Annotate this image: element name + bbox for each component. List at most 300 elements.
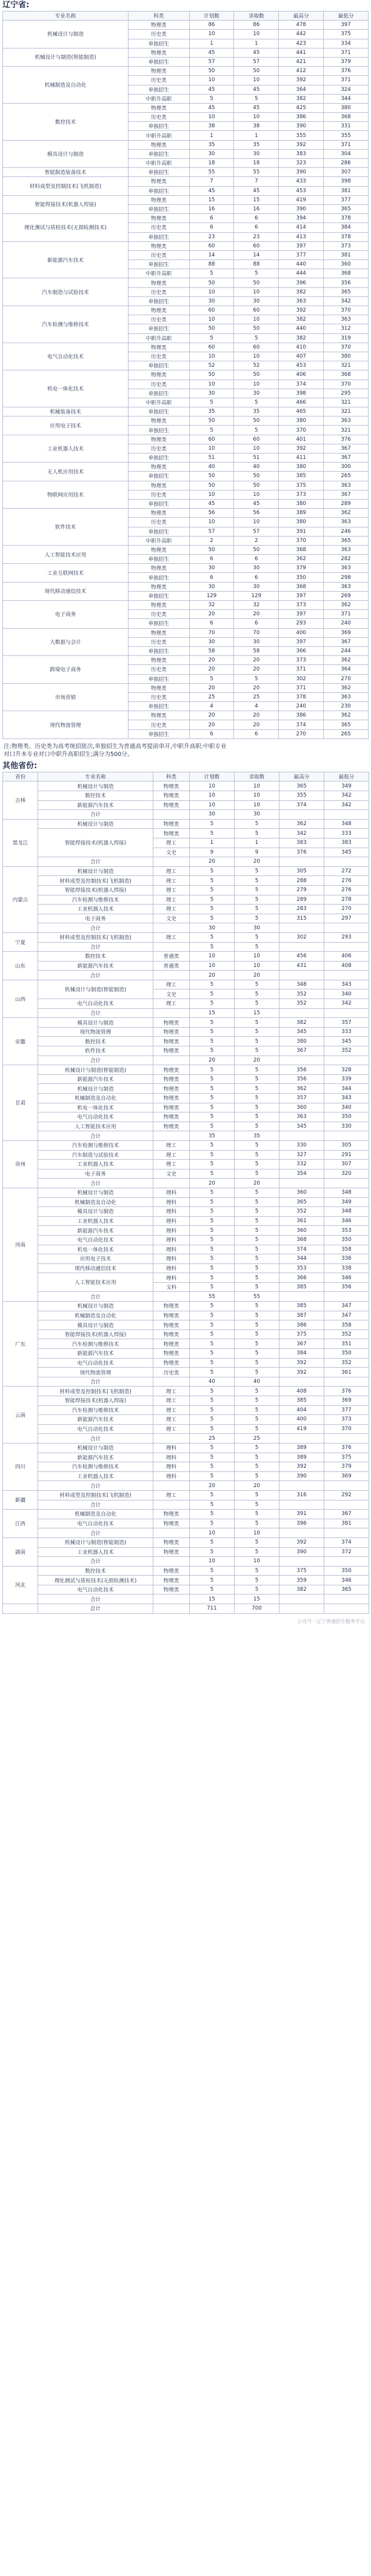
data-cell: 343	[324, 1094, 369, 1103]
data-cell: 理工	[153, 876, 190, 886]
data-cell: 372	[324, 1547, 369, 1557]
data-cell: 350	[279, 573, 324, 582]
major-name-cell: 材料成型及控制技术(飞机制造)	[38, 1387, 153, 1396]
major-name-cell: 智能制造装备技术	[3, 168, 129, 177]
data-cell: 20	[189, 656, 234, 665]
data-cell: 367	[279, 1046, 324, 1056]
data-cell: 20	[189, 683, 234, 692]
data-cell	[279, 1055, 324, 1065]
data-cell: 5	[235, 1263, 279, 1273]
data-cell: 383	[279, 149, 324, 158]
data-cell: 56	[234, 509, 279, 518]
province-cell: 贵州	[3, 1140, 38, 1188]
data-cell: 物理类	[153, 1084, 190, 1094]
data-cell: 理科	[153, 1443, 190, 1453]
data-cell: 386	[279, 711, 324, 720]
data-cell: 60	[234, 435, 279, 444]
data-cell: 348	[324, 819, 369, 829]
data-cell: 360	[324, 260, 369, 269]
table-row	[3, 1169, 369, 1179]
data-cell: 45	[234, 48, 279, 57]
major-name-cell: 工业机器人技术	[38, 1160, 153, 1169]
data-cell: 25	[235, 1434, 279, 1444]
data-cell	[153, 1131, 190, 1141]
data-cell: 330	[324, 1122, 369, 1131]
major-name-cell: 机电一体化技术	[38, 1103, 153, 1112]
data-cell: 物理类	[128, 545, 189, 554]
data-cell: 1	[189, 131, 234, 140]
data-cell: 16	[234, 204, 279, 213]
data-cell: 374	[279, 800, 324, 810]
data-cell: 316	[279, 1490, 324, 1500]
data-cell: 20	[189, 610, 234, 619]
data-cell: 440	[279, 260, 324, 269]
data-cell: 5	[235, 1122, 279, 1131]
table-row	[3, 1462, 369, 1472]
data-cell: 410	[279, 343, 324, 352]
data-cell: 378	[324, 232, 369, 241]
data-cell: 物理类	[153, 1519, 190, 1528]
table-row	[3, 1074, 369, 1084]
subtotal-label: 合计	[38, 1528, 153, 1538]
data-cell: 362	[324, 509, 369, 518]
data-cell: 5	[234, 674, 279, 683]
table-row	[3, 1576, 369, 1585]
data-cell: 392	[279, 306, 324, 315]
table-row	[3, 961, 369, 971]
data-cell: 374	[279, 380, 324, 389]
data-cell: 392	[279, 1462, 324, 1472]
data-cell: 401	[279, 435, 324, 444]
table-row	[3, 628, 369, 637]
table-row	[3, 1537, 369, 1547]
data-cell: 5	[190, 1405, 235, 1415]
data-cell: 389	[279, 1453, 324, 1462]
data-cell: 物理类	[153, 1576, 190, 1585]
data-cell: 396	[279, 1519, 324, 1528]
data-cell: 10	[189, 113, 234, 122]
data-cell	[153, 1557, 190, 1567]
data-cell: 20	[234, 665, 279, 674]
data-cell: 20	[190, 857, 235, 867]
data-cell: 368	[279, 582, 324, 591]
data-cell: 15	[190, 1008, 235, 1018]
data-cell: 700	[235, 1604, 279, 1614]
subtotal-row	[3, 1377, 369, 1387]
data-cell: 中职升高职	[128, 94, 189, 103]
data-cell: 5	[235, 1160, 279, 1169]
data-cell: 1	[235, 838, 279, 848]
data-cell	[324, 1292, 369, 1302]
data-cell: 370	[324, 343, 369, 352]
major-name-cell: 新能源汽车技术	[38, 1349, 153, 1359]
data-cell	[279, 971, 324, 980]
data-cell	[153, 923, 190, 933]
data-cell: 10	[190, 961, 235, 971]
data-cell: 373	[324, 1415, 369, 1425]
data-cell: 5	[235, 1396, 279, 1406]
data-cell: 444	[279, 269, 324, 278]
data-cell: 5	[190, 1424, 235, 1434]
major-name-cell: 机械设计与制造(智能制造)	[38, 1537, 153, 1547]
table-row	[3, 1245, 369, 1254]
data-cell: 397	[279, 610, 324, 619]
data-cell: 6	[189, 729, 234, 738]
data-cell: 5	[190, 1150, 235, 1160]
major-name-cell: 汽车检测与维修技术	[38, 1405, 153, 1415]
table-row	[3, 1519, 369, 1528]
data-cell: 普通类	[153, 952, 190, 962]
data-cell: 365	[324, 536, 369, 545]
data-cell: 5	[190, 932, 235, 942]
data-cell: 单独招生	[128, 324, 189, 333]
major-name-cell: 新能源汽车技术	[38, 961, 153, 971]
table-row	[3, 1405, 369, 1415]
data-cell: 单独招生	[128, 204, 189, 213]
data-cell: 373	[324, 241, 369, 250]
column-header: 省份	[3, 772, 38, 781]
data-cell: 历史类	[128, 490, 189, 499]
data-cell: 物理类	[153, 1547, 190, 1557]
data-cell: 物理类	[128, 564, 189, 573]
data-cell: 30	[234, 582, 279, 591]
data-cell: 45	[189, 186, 234, 195]
data-cell: 5	[190, 829, 235, 838]
data-cell: 352	[279, 1207, 324, 1217]
data-cell: 5	[190, 1216, 235, 1226]
table-row	[3, 140, 369, 149]
data-cell: 23	[234, 232, 279, 241]
data-cell: 364	[324, 665, 369, 674]
data-cell: 406	[279, 370, 324, 380]
data-cell	[324, 923, 369, 933]
data-cell: 5	[190, 1169, 235, 1179]
data-cell: 理工	[153, 866, 190, 876]
table-row	[3, 885, 369, 895]
data-cell: 1	[189, 39, 234, 48]
data-cell: 5	[235, 1065, 279, 1075]
data-cell: 353	[279, 1263, 324, 1273]
data-cell	[279, 1377, 324, 1387]
data-cell: 349	[324, 781, 369, 791]
major-name-cell: 新能源汽车技术	[38, 1415, 153, 1425]
data-cell: 363	[324, 417, 369, 426]
data-cell: 283	[279, 905, 324, 914]
data-cell: 5	[235, 1216, 279, 1226]
data-cell: 363	[324, 564, 369, 573]
data-cell: 380	[324, 103, 369, 112]
data-cell: 中职升高职	[128, 131, 189, 140]
data-cell: 物理类	[153, 1510, 190, 1519]
data-cell: 5	[190, 942, 235, 952]
data-cell: 物理类	[153, 1585, 190, 1594]
data-cell: 302	[279, 674, 324, 683]
data-cell: 30	[189, 296, 234, 306]
note-line-2: 对口升本专业对口中职升高职招生;满分为500分。	[4, 751, 133, 758]
data-cell: 5	[190, 1254, 235, 1264]
data-cell: 单独招生	[128, 149, 189, 158]
major-name-cell: 汽车检测与维修技术	[38, 1339, 153, 1349]
data-cell: 单独招生	[128, 39, 189, 48]
data-cell: 5	[189, 333, 234, 343]
province-cell: 内蒙古	[3, 866, 38, 932]
data-cell: 380	[279, 1037, 324, 1046]
table-row	[3, 435, 369, 444]
data-cell: 5	[235, 1547, 279, 1557]
data-cell: 390	[279, 204, 324, 213]
data-cell: 单独招生	[128, 729, 189, 738]
data-cell: 431	[279, 961, 324, 971]
data-cell: 5	[190, 1443, 235, 1453]
data-cell: 298	[324, 573, 369, 582]
major-name-cell: 电气自动化技术	[38, 1424, 153, 1434]
data-cell: 5	[235, 1027, 279, 1037]
data-cell	[324, 1008, 369, 1018]
subtotal-label: 合计	[38, 1377, 153, 1387]
data-cell: 5	[235, 999, 279, 1009]
data-cell: 50	[189, 370, 234, 380]
data-cell: 5	[190, 1065, 235, 1075]
data-cell: 390	[279, 122, 324, 131]
table-row	[3, 866, 369, 876]
data-cell: 359	[279, 1576, 324, 1585]
data-cell: 5	[190, 1018, 235, 1028]
table-row	[3, 481, 369, 490]
data-cell: 10	[190, 791, 235, 801]
data-cell	[324, 1179, 369, 1188]
data-cell: 362	[324, 683, 369, 692]
data-cell: 265	[324, 729, 369, 738]
data-cell: 物理类	[153, 1112, 190, 1122]
data-cell: 10	[234, 30, 279, 39]
data-cell: 理工	[153, 999, 190, 1009]
data-cell: 5	[235, 1519, 279, 1528]
data-cell: 397	[324, 21, 369, 30]
table-row	[3, 103, 369, 112]
data-cell: 文史	[153, 914, 190, 923]
table-row	[3, 463, 369, 472]
data-cell: 10	[235, 952, 279, 962]
data-cell: 2	[234, 536, 279, 545]
data-cell: 9	[235, 848, 279, 857]
table-row	[3, 1443, 369, 1453]
data-cell: 5	[235, 1188, 279, 1197]
data-cell: 270	[324, 674, 369, 683]
data-cell: 342	[279, 829, 324, 838]
table-header-row	[3, 12, 369, 21]
data-cell: 375	[279, 1566, 324, 1576]
data-cell: 358	[324, 1245, 369, 1254]
data-cell: 物理类	[128, 278, 189, 287]
table-row	[3, 711, 369, 720]
data-cell: 物理类	[128, 140, 189, 149]
data-cell: 50	[234, 481, 279, 490]
table-row	[3, 1188, 369, 1197]
data-cell	[324, 1434, 369, 1444]
data-cell: 360	[279, 1188, 324, 1197]
data-cell: 23	[189, 232, 234, 241]
data-cell: 270	[324, 905, 369, 914]
data-cell: 373	[279, 656, 324, 665]
column-header: 录取数	[234, 12, 279, 21]
data-cell: 10	[189, 315, 234, 324]
subtotal-row	[3, 1528, 369, 1538]
data-cell: 5	[190, 1037, 235, 1046]
data-cell: 45	[234, 186, 279, 195]
data-cell	[153, 1481, 190, 1491]
data-cell: 57	[189, 527, 234, 536]
data-cell: 391	[279, 1510, 324, 1519]
table-row	[3, 1037, 369, 1046]
data-cell: 70	[189, 628, 234, 637]
data-cell: 5	[190, 1320, 235, 1330]
major-name-cell: 新能源汽车技术	[38, 1226, 153, 1236]
data-cell: 文史	[153, 1169, 190, 1179]
data-cell: 5	[190, 1122, 235, 1131]
column-header: 最高分	[279, 12, 324, 21]
data-cell: 6	[234, 729, 279, 738]
data-cell: 370	[324, 306, 369, 315]
data-cell: 30	[190, 810, 235, 820]
data-cell: 30	[235, 923, 279, 933]
data-cell: 5	[190, 1103, 235, 1112]
data-cell: 58	[234, 646, 279, 655]
table-row	[3, 914, 369, 923]
data-cell: 物理类	[153, 1103, 190, 1112]
data-cell	[153, 857, 190, 867]
table-row	[3, 1302, 369, 1311]
data-cell: 398	[324, 177, 369, 186]
data-cell: 374	[279, 720, 324, 729]
table-row	[3, 582, 369, 591]
table-row	[3, 1235, 369, 1245]
major-name-cell: 跨境电子商务	[3, 656, 129, 684]
data-cell: 50	[189, 472, 234, 481]
data-cell: 5	[190, 980, 235, 989]
data-cell: 382	[279, 315, 324, 324]
data-cell: 4	[189, 702, 234, 711]
subtotal-row	[3, 1557, 369, 1567]
data-cell: 30	[189, 389, 234, 398]
data-cell: 45	[189, 499, 234, 508]
data-cell: 365	[324, 1585, 369, 1594]
table-header-row	[3, 772, 369, 781]
data-cell: 368	[324, 269, 369, 278]
data-cell: 344	[324, 94, 369, 103]
data-cell: 50	[189, 481, 234, 490]
data-cell: 342	[324, 800, 369, 810]
data-cell: 406	[324, 952, 369, 962]
data-cell: 382	[279, 1585, 324, 1594]
data-cell: 5	[235, 1235, 279, 1245]
province-cell: 宁夏	[3, 932, 38, 951]
data-cell: 276	[324, 885, 369, 895]
data-cell: 334	[324, 39, 369, 48]
data-cell: 5	[190, 1453, 235, 1462]
data-cell: 288	[279, 876, 324, 886]
data-cell: 51	[234, 453, 279, 463]
province-cell: 吉林	[3, 781, 38, 819]
data-cell: 385	[279, 1302, 324, 1311]
data-cell: 物理类	[128, 306, 189, 315]
data-cell: 单独招生	[128, 260, 189, 269]
data-cell: 57	[189, 57, 234, 66]
major-name-cell: 新能源汽车技术	[38, 800, 153, 810]
data-cell: 10	[190, 952, 235, 962]
data-cell: 300	[324, 463, 369, 472]
major-name-cell: 模具设计与制造	[38, 1320, 153, 1330]
major-name-cell: 工业机器人技术	[38, 1471, 153, 1481]
major-name-cell: 工业机器人技术	[38, 1216, 153, 1226]
data-cell: 385	[279, 1396, 324, 1406]
major-name-cell: 工业机器人技术	[38, 1547, 153, 1557]
data-cell: 86	[189, 21, 234, 30]
data-cell: 392	[279, 140, 324, 149]
data-cell: 物理类	[128, 48, 189, 57]
data-cell: 356	[324, 1282, 369, 1292]
data-cell: 5	[235, 1566, 279, 1576]
table-row	[3, 932, 369, 942]
subtotal-row	[3, 923, 369, 933]
data-cell: 物理类	[128, 463, 189, 472]
data-cell: 346	[324, 1216, 369, 1226]
data-cell: 350	[324, 1349, 369, 1359]
data-cell: 88	[234, 260, 279, 269]
data-cell: 单独招生	[128, 702, 189, 711]
data-cell: 45	[234, 85, 279, 94]
data-cell: 物理类	[128, 435, 189, 444]
data-cell: 理工	[153, 1396, 190, 1406]
major-name-cell: 市场营销	[3, 683, 129, 711]
data-cell: 5	[235, 914, 279, 923]
table-row	[3, 791, 369, 801]
data-cell: 10	[189, 380, 234, 389]
data-cell: 物理类	[153, 1330, 190, 1339]
data-cell: 历史类	[128, 380, 189, 389]
major-name-cell: 机电一体化技术	[3, 370, 129, 407]
data-cell: 历史类	[128, 30, 189, 39]
data-cell: 10	[190, 800, 235, 810]
data-cell: 15	[189, 195, 234, 204]
data-cell: 5	[190, 905, 235, 914]
subtotal-row	[3, 1179, 369, 1188]
data-cell: 55	[189, 168, 234, 177]
data-cell: 5	[235, 1510, 279, 1519]
data-cell	[153, 1604, 190, 1614]
data-cell: 377	[279, 250, 324, 259]
data-cell: 363	[324, 545, 369, 554]
data-cell: 物理类	[153, 1566, 190, 1576]
table-row	[3, 876, 369, 886]
data-cell: 5	[235, 1500, 279, 1510]
subtotal-label: 合计	[38, 1055, 153, 1065]
subtotal-label: 合计	[38, 1131, 153, 1141]
data-cell: 302	[279, 932, 324, 942]
data-cell	[153, 810, 190, 820]
table-row	[3, 278, 369, 287]
subtotal-row	[3, 1292, 369, 1302]
data-cell: 5	[235, 1037, 279, 1046]
table-row	[3, 417, 369, 426]
data-cell: 60	[234, 306, 279, 315]
data-cell: 5	[190, 1368, 235, 1377]
data-cell: 1	[234, 131, 279, 140]
data-cell: 307	[324, 1160, 369, 1169]
data-cell: 384	[324, 223, 369, 232]
major-name-cell: 智能焊接技术(机器人焊接)	[38, 1396, 153, 1406]
data-cell: 400	[279, 1415, 324, 1425]
data-cell: 5	[235, 1112, 279, 1122]
